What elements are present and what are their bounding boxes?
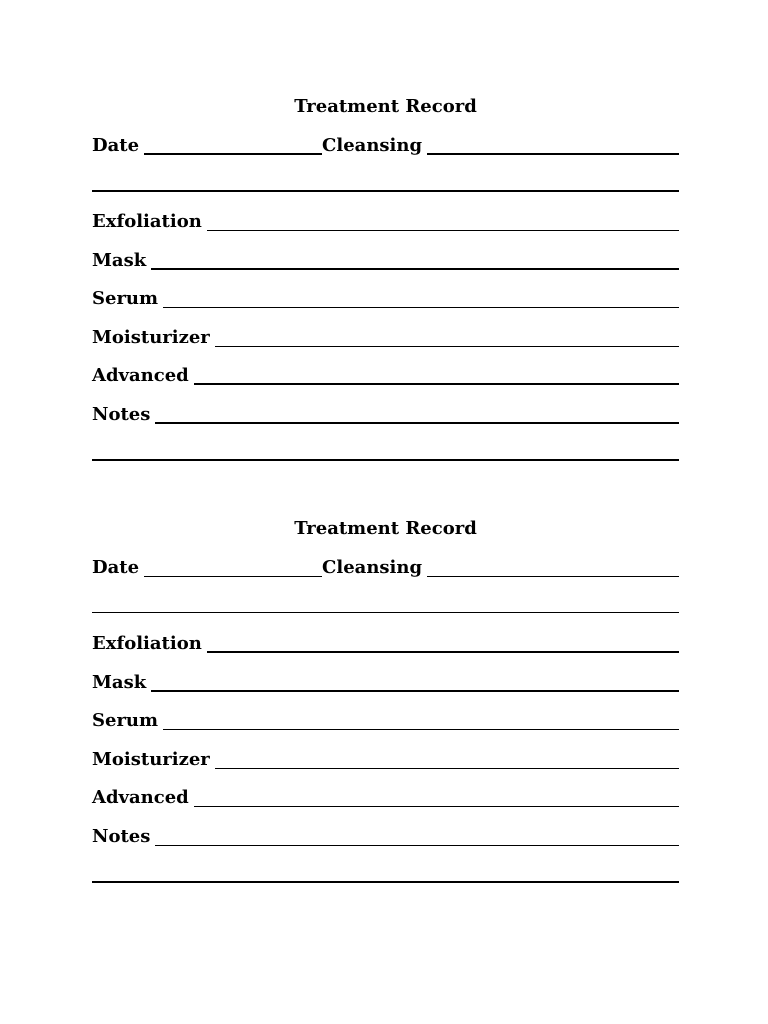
- moisturizer-field[interactable]: [215, 346, 679, 347]
- mask-label: Mask: [92, 672, 147, 693]
- date-field[interactable]: [144, 576, 322, 577]
- notes-row: [92, 822, 679, 848]
- date-label: Date: [92, 557, 140, 578]
- notes-label: Notes: [92, 826, 151, 847]
- date-cleansing-row: [92, 131, 679, 157]
- moisturizer-row: [92, 323, 679, 349]
- moisturizer-label: Moisturizer: [92, 749, 210, 770]
- mask-field[interactable]: [151, 690, 679, 692]
- notes-field[interactable]: [155, 845, 679, 846]
- mask-row: [92, 668, 679, 694]
- date-cleansing-row: [92, 553, 679, 579]
- moisturizer-field[interactable]: [215, 768, 679, 769]
- advanced-label: Advanced: [92, 787, 189, 808]
- exfoliation-row: [92, 629, 679, 655]
- notes-continuation-line[interactable]: [92, 459, 679, 461]
- date-label: Date: [92, 135, 140, 156]
- notes-continuation-line[interactable]: [92, 881, 679, 883]
- exfoliation-label: Exfoliation: [92, 633, 202, 654]
- cleansing-continuation-line[interactable]: [92, 612, 679, 613]
- mask-row: [92, 246, 679, 272]
- cleansing-label: Cleansing: [322, 557, 423, 578]
- exfoliation-row: [92, 207, 679, 233]
- advanced-field[interactable]: [194, 806, 679, 807]
- exfoliation-label: Exfoliation: [92, 211, 202, 232]
- date-field[interactable]: [144, 153, 322, 155]
- moisturizer-row: [92, 745, 679, 771]
- serum-label: Serum: [92, 288, 159, 309]
- advanced-row: [92, 361, 679, 387]
- serum-label: Serum: [92, 710, 159, 731]
- serum-field[interactable]: [163, 307, 679, 308]
- serum-row: [92, 284, 679, 310]
- mask-field[interactable]: [151, 268, 679, 270]
- mask-label: Mask: [92, 250, 147, 271]
- cleansing-label: Cleansing: [322, 135, 423, 156]
- notes-field[interactable]: [155, 422, 679, 424]
- advanced-label: Advanced: [92, 365, 189, 386]
- notes-row: [92, 400, 679, 426]
- cleansing-field[interactable]: [427, 576, 679, 577]
- exfoliation-field[interactable]: [207, 230, 679, 231]
- cleansing-continuation-line[interactable]: [92, 190, 679, 192]
- form-title: Treatment Record: [294, 518, 477, 539]
- moisturizer-label: Moisturizer: [92, 327, 210, 348]
- exfoliation-field[interactable]: [207, 651, 679, 653]
- form-title: Treatment Record: [294, 96, 477, 117]
- advanced-field[interactable]: [194, 383, 679, 385]
- cleansing-field[interactable]: [427, 153, 679, 155]
- serum-row: [92, 706, 679, 732]
- notes-label: Notes: [92, 404, 151, 425]
- serum-field[interactable]: [163, 729, 679, 730]
- advanced-row: [92, 783, 679, 809]
